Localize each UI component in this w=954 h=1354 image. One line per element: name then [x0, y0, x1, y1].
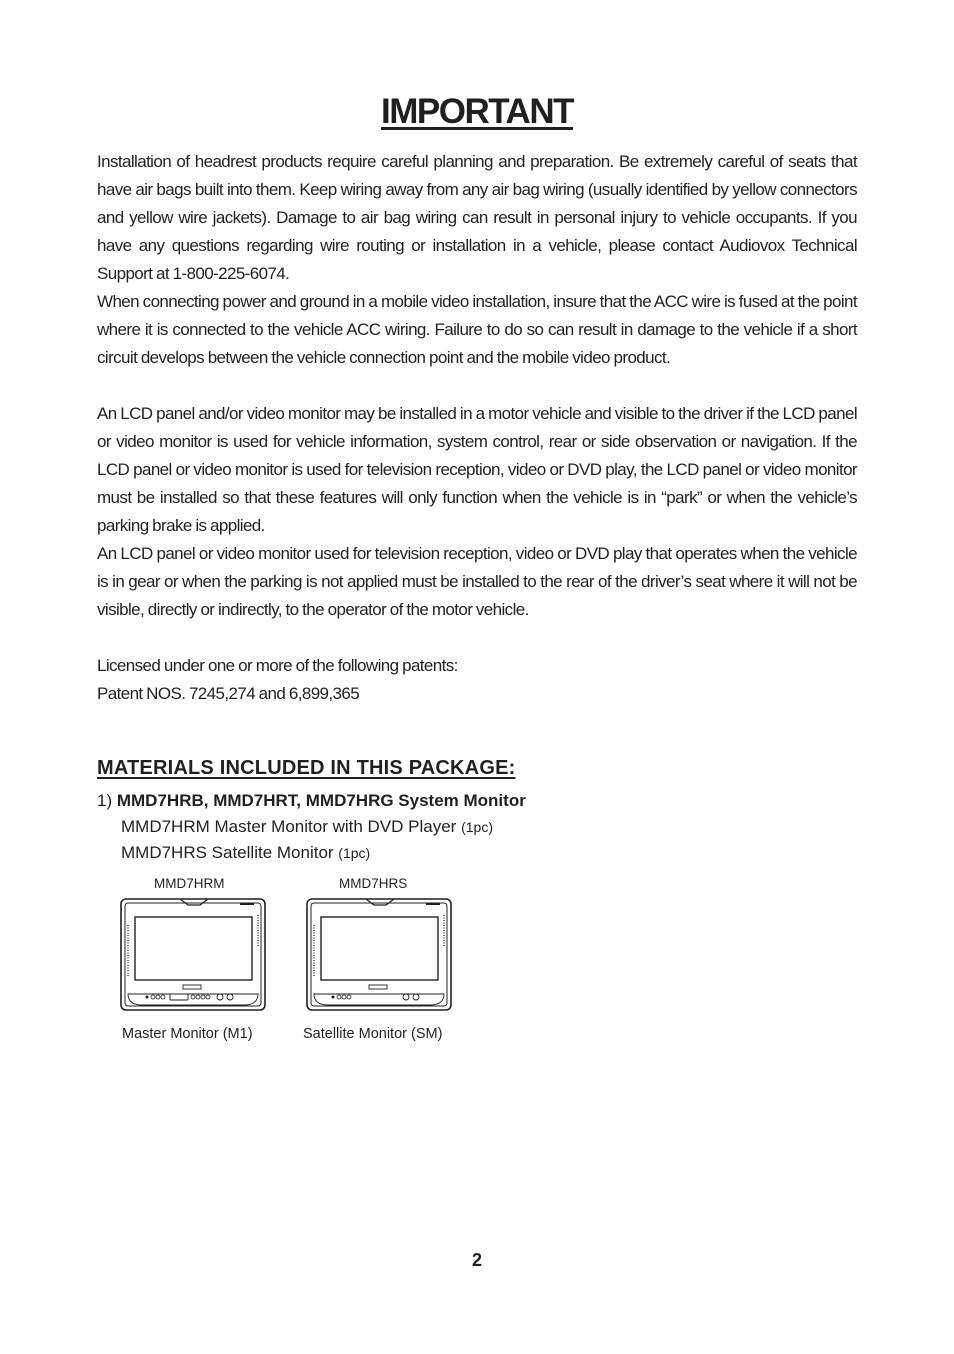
paragraph-acc-wiring: When connecting power and ground in a mobile video installation, insure that the ACC wire is fused at the point where it is connected to the vehicle ACC wiring. Failure to do so can result in damage to the vehicle if a short circuit develops between the vehicle connection point and the mobile video product.: [97, 292, 857, 367]
figure-model-label-satellite: MMD7HRS: [339, 876, 408, 891]
sub-item-name: MMD7HRM Master Monitor with DVD Player: [121, 817, 457, 836]
materials-item-1: [97, 791, 526, 811]
satellite-monitor-drawing-icon: [306, 897, 453, 1012]
item-title: MMD7HRB, MMD7HRT, MMD7HRG System Monitor: [116, 791, 526, 810]
sub-item-master-monitor: [121, 817, 493, 837]
figure-model-label-master: MMD7HRM: [154, 876, 225, 891]
sub-item-qty: (1pc): [338, 845, 371, 861]
patent-line-2: Patent NOS. 7245,274 and 6,899,365: [97, 684, 360, 703]
sub-item-qty: (1pc): [461, 819, 493, 835]
page-title: IMPORTANT: [381, 92, 573, 131]
patent-notice: [97, 652, 857, 708]
patent-line-1: Licensed under one or more of the following patents:: [97, 656, 458, 675]
paragraph-lcd-rear-install: An LCD panel or video monitor used for television reception, video or DVD play that operates when the vehicle is in gear or when the parking is not applied must be installed to the rear of the driver’s seat where it will not be visible, directly or indirectly, to the operator of the motor vehicle.: [97, 544, 857, 619]
paragraph-lcd-visibility: An LCD panel and/or video monitor may be installed in a motor vehicle and visible to the driver if the LCD panel or video monitor is used for vehicle information, system control, rear or side observation or navigation. If the LCD panel or video monitor is used for television reception, video or DVD play, the LCD panel or video monitor must be installed so that these features will only function when the vehicle is in “park” or when the vehicle’s parking brake is applied.: [97, 404, 857, 535]
page-number: 2: [471, 1250, 482, 1270]
paragraph-airbag-warning: Installation of headrest products require careful planning and preparation. Be extremely careful of seats that have air bags built into them. Keep wiring away from any air bag wiring (usually identified by yellow connectors and yellow wire jackets). Damage to air bag wiring can result in personal injury to vehicle occupants. If you have any questions regarding wire routing or installation in a vehicle, please contact Audiovox Technical Support at 1-800-225-6074.: [97, 152, 857, 283]
item-number: 1): [97, 791, 113, 810]
materials-heading: MATERIALS INCLUDED IN THIS PACKAGE:: [97, 757, 516, 779]
master-monitor-drawing-icon: [120, 897, 267, 1012]
figure-caption-master: Master Monitor (M1): [122, 1026, 253, 1042]
figure-caption-satellite: Satellite Monitor (SM): [303, 1026, 443, 1042]
sub-item-satellite-monitor: [121, 843, 370, 863]
sub-item-name: MMD7HRS Satellite Monitor: [121, 843, 334, 862]
